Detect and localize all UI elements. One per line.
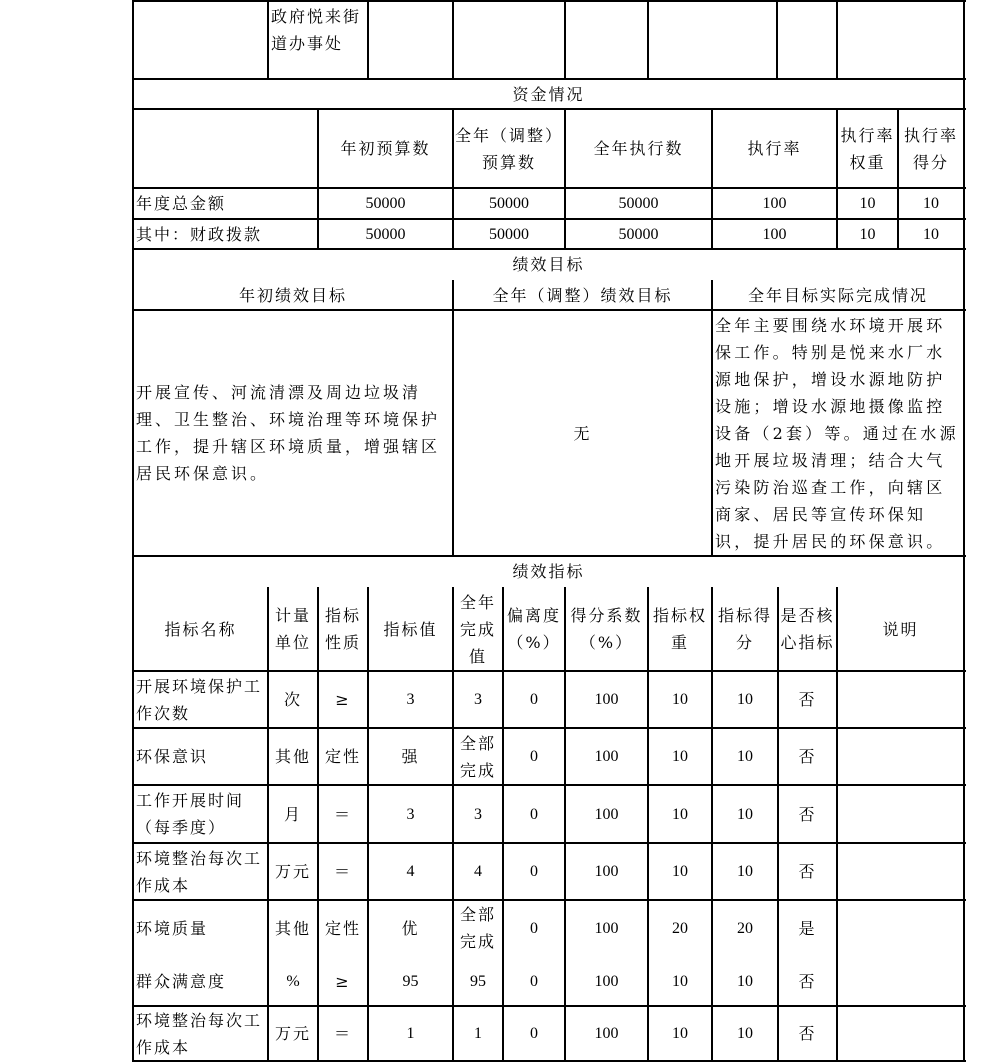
indicator-deviation-text: 0 — [530, 691, 538, 708]
indicators-section-title-text: 绩效指标 — [512, 562, 585, 581]
indicator-target-text: 1 — [406, 1025, 415, 1042]
grid-line — [367, 587, 369, 1062]
indicator-header-core — [778, 587, 837, 671]
funding-rate — [712, 219, 837, 249]
indicator-actual-text: 95 — [470, 972, 486, 990]
indicator-actual-text: 全部完成 — [460, 733, 497, 780]
indicator-header-unit — [268, 587, 318, 671]
indicator-weight-text: 10 — [672, 805, 688, 823]
funding-weight — [837, 219, 898, 249]
indicator-coefficient — [565, 785, 648, 843]
grid-line — [367, 0, 369, 80]
grid-line — [564, 109, 566, 250]
indicator-note — [837, 728, 964, 785]
indicator-nature-text: ＝ — [333, 1024, 352, 1043]
funding-section-title-text: 资金情况 — [512, 84, 585, 104]
indicator-unit — [268, 671, 318, 728]
funding-initial-budget — [318, 219, 453, 249]
indicator-core — [778, 728, 837, 785]
goals-header — [133, 280, 453, 310]
indicator-name — [133, 671, 268, 728]
indicator-name-text: 环保意识 — [136, 747, 209, 766]
funding-header — [712, 109, 837, 188]
indicator-score-text: 10 — [737, 748, 753, 765]
indicator-note — [837, 671, 964, 728]
indicator-nature — [318, 843, 368, 900]
indicator-nature — [318, 900, 368, 956]
indicator-header-nature-text: 指标性质 — [324, 606, 361, 652]
indicator-target — [368, 671, 453, 728]
indicator-unit — [268, 1006, 318, 1061]
actual-completion-text-text: 全年主要围绕水环境开展环保工作。特别是悦来水厂水源地保护，增设水源地防护设施；增设水源地摄像监控设备（2套）等。通过在水源地开展垃圾清理；结合大气污染防治巡查工作，向辖区商家、居民等宣传环保知识，提升居民的环保意识。 — [715, 316, 959, 551]
funding-score — [898, 219, 964, 249]
indicator-core — [778, 671, 837, 728]
indicator-name-text: 环境质量 — [136, 918, 209, 938]
indicator-nature-text: ＝ — [333, 862, 352, 881]
indicator-coefficient — [565, 843, 648, 900]
indicator-coefficient — [565, 956, 648, 1006]
funding-rate-text: 100 — [762, 195, 787, 212]
goals-header-text: 全年目标实际完成情况 — [747, 285, 928, 305]
indicator-header-actual-text: 全年完成值 — [459, 592, 496, 666]
indicator-score — [712, 956, 778, 1006]
funding-executed — [565, 188, 712, 219]
indicator-unit-text: 月 — [283, 804, 302, 824]
indicator-nature-text: ＝ — [333, 804, 352, 824]
indicator-actual-text: 4 — [474, 863, 482, 880]
indicator-header-weight-text: 指标权重 — [652, 606, 707, 652]
grid-line — [897, 109, 899, 250]
indicator-name — [133, 1006, 268, 1061]
indicator-unit-text: % — [286, 972, 300, 990]
indicator-header-deviation-text: 偏离度（%） — [506, 606, 561, 652]
grid-line — [777, 587, 779, 1062]
grid-line — [133, 0, 966, 2]
indicator-core — [778, 843, 837, 900]
indicator-deviation-text: 0 — [530, 972, 538, 990]
funding-adjusted-budget-text: 50000 — [489, 195, 529, 212]
indicator-score-text: 20 — [737, 919, 753, 937]
indicator-target-text: 强 — [401, 747, 420, 766]
indicator-header-target-text: 指标值 — [383, 619, 438, 639]
indicator-core-text: 否 — [798, 971, 817, 991]
funding-header — [453, 109, 565, 188]
indicator-name — [133, 843, 268, 900]
indicator-name-text: 环境整治每次工作成本 — [136, 1010, 263, 1057]
indicator-coefficient-text: 100 — [594, 691, 619, 708]
goals-header — [453, 280, 712, 310]
indicator-header-nature — [318, 587, 368, 671]
indicator-score — [712, 728, 778, 785]
indicator-unit-text: 其他 — [274, 747, 311, 766]
funding-row-label-text: 其中：财政拨款 — [136, 224, 263, 244]
indicator-note — [837, 1006, 964, 1061]
grid-line — [711, 587, 713, 1062]
indicator-score-text: 10 — [737, 1025, 753, 1042]
indicator-name-text: 工作开展时间（每季度） — [136, 791, 245, 837]
grid-line — [776, 0, 778, 80]
indicator-deviation — [503, 785, 565, 843]
indicator-core — [778, 900, 837, 956]
indicator-weight — [648, 785, 712, 843]
funding-initial-budget-text: 50000 — [365, 225, 406, 243]
indicator-coefficient-text: 100 — [594, 1025, 619, 1042]
indicator-weight — [648, 1006, 712, 1061]
indicator-weight-text: 10 — [672, 691, 688, 708]
grid-line — [452, 109, 454, 250]
indicator-actual — [453, 671, 503, 728]
indicator-weight-text: 20 — [672, 919, 688, 937]
grid-line — [564, 587, 566, 1062]
unit-name-cell — [268, 0, 368, 79]
grid-line — [836, 0, 838, 80]
goals-section-title — [133, 249, 964, 280]
indicator-nature — [318, 956, 368, 1006]
funding-header-text: 执行率得分 — [903, 125, 958, 172]
indicator-deviation — [503, 900, 565, 956]
indicator-target — [368, 900, 453, 956]
indicator-actual-text: 3 — [474, 691, 482, 708]
indicator-name — [133, 956, 268, 1006]
indicator-name-text: 开展环境保护工作次数 — [136, 676, 263, 723]
grid-line — [132, 0, 134, 1062]
indicator-note — [837, 785, 964, 843]
indicator-name-text: 群众满意度 — [136, 971, 227, 991]
indicator-coefficient-text: 100 — [594, 863, 619, 880]
indicator-core — [778, 785, 837, 843]
indicator-unit — [268, 843, 318, 900]
indicator-unit-text: 万元 — [274, 1024, 311, 1043]
indicator-target-text: 3 — [406, 691, 415, 708]
indicator-header-deviation — [503, 587, 565, 671]
adjusted-goal-text-text: 无 — [573, 423, 592, 443]
indicator-actual-text: 全部完成 — [460, 905, 497, 951]
indicator-actual — [453, 785, 503, 843]
indicator-score-text: 10 — [737, 691, 753, 708]
indicator-score — [712, 785, 778, 843]
indicator-core-text: 否 — [798, 747, 817, 766]
goals-section-title-text: 绩效目标 — [512, 255, 585, 274]
indicator-weight — [648, 843, 712, 900]
indicator-deviation — [503, 671, 565, 728]
grid-line — [502, 587, 504, 1062]
grid-line — [452, 587, 454, 1062]
indicator-unit-text: 万元 — [274, 862, 311, 881]
indicator-name-text: 环境整治每次工作成本 — [136, 848, 263, 895]
indicator-weight-text: 10 — [672, 1025, 688, 1042]
indicator-coefficient — [565, 671, 648, 728]
grid-line — [452, 0, 454, 80]
indicator-deviation — [503, 1006, 565, 1061]
indicator-weight — [648, 900, 712, 956]
grid-line — [317, 109, 319, 250]
indicator-target — [368, 1006, 453, 1061]
funding-header — [898, 109, 964, 188]
indicator-coefficient-text: 100 — [594, 748, 619, 765]
funding-header-text: 年初预算数 — [340, 139, 431, 158]
indicator-unit — [268, 728, 318, 785]
indicator-weight — [648, 728, 712, 785]
funding-executed-text: 50000 — [618, 195, 659, 212]
indicator-score — [712, 671, 778, 728]
indicators-section-title — [133, 556, 964, 587]
indicator-deviation-text: 0 — [530, 748, 538, 765]
unit-name-cell-text: 政府悦来街道办事处 — [271, 7, 362, 53]
funding-adjusted-budget-text: 50000 — [489, 225, 529, 243]
indicator-header-unit-text: 计量单位 — [274, 606, 311, 652]
indicator-coefficient-text: 100 — [594, 919, 619, 937]
indicator-score-text: 10 — [737, 863, 753, 880]
indicator-score-text: 10 — [737, 972, 753, 990]
indicator-target-text: 优 — [401, 918, 420, 938]
indicator-core-text: 是 — [798, 918, 817, 938]
indicator-weight-text: 10 — [672, 748, 688, 765]
indicator-header-note — [837, 587, 964, 671]
funding-score-text: 10 — [923, 195, 939, 212]
grid-line — [317, 587, 319, 1062]
funding-adjusted-budget — [453, 219, 565, 249]
indicator-header-weight — [648, 587, 712, 671]
indicator-deviation — [503, 956, 565, 1006]
indicator-nature — [318, 785, 368, 843]
indicator-actual-text: 3 — [474, 805, 482, 823]
indicator-weight-text: 10 — [672, 863, 688, 880]
funding-adjusted-budget — [453, 188, 565, 219]
indicator-nature — [318, 1006, 368, 1061]
indicator-core-text: 否 — [798, 804, 817, 824]
indicator-score — [712, 1006, 778, 1061]
indicator-header-score — [712, 587, 778, 671]
funding-header — [318, 109, 453, 188]
funding-initial-budget — [318, 188, 453, 219]
indicator-deviation-text: 0 — [530, 1025, 538, 1042]
grid-line — [564, 0, 566, 80]
grid-line — [836, 109, 838, 250]
indicator-coefficient — [565, 728, 648, 785]
indicator-nature-text: 定性 — [324, 918, 361, 938]
funding-executed — [565, 219, 712, 249]
goals-header-text: 年初绩效目标 — [238, 285, 347, 305]
indicator-header-core-text: 是否核心指标 — [780, 606, 835, 652]
indicator-header-coefficient — [565, 587, 648, 671]
funding-rate — [712, 188, 837, 219]
indicator-coefficient — [565, 900, 648, 956]
indicator-target-text: 95 — [402, 972, 419, 990]
indicator-nature-text: ≥ — [335, 690, 351, 709]
indicator-target — [368, 843, 453, 900]
indicator-deviation-text: 0 — [530, 919, 538, 937]
goals-header-text: 全年（调整）绩效目标 — [492, 285, 673, 305]
goals-header — [712, 280, 964, 310]
indicator-unit — [268, 900, 318, 956]
indicator-coefficient-text: 100 — [594, 972, 619, 990]
indicator-core-text: 否 — [798, 862, 817, 881]
indicator-coefficient — [565, 1006, 648, 1061]
funding-header-text: 全年（调整）预算数 — [455, 125, 564, 172]
grid-line — [267, 0, 269, 80]
indicator-target-text: 3 — [406, 805, 415, 823]
indicator-actual — [453, 956, 503, 1006]
funding-header-text: 执行率权重 — [840, 125, 895, 172]
indicator-score — [712, 843, 778, 900]
indicator-note — [837, 956, 964, 1006]
indicator-deviation-text: 0 — [530, 805, 538, 823]
indicator-core-text: 否 — [798, 1024, 817, 1043]
indicator-deviation — [503, 728, 565, 785]
indicator-header-name — [133, 587, 268, 671]
indicator-header-name-text: 指标名称 — [164, 619, 237, 639]
initial-goal-text — [133, 310, 453, 556]
indicator-header-actual — [453, 587, 503, 671]
indicator-name — [133, 728, 268, 785]
indicator-header-score-text: 指标得分 — [717, 606, 772, 652]
grid-line — [647, 0, 649, 80]
funding-row-label — [133, 219, 318, 249]
indicator-note — [837, 843, 964, 900]
indicator-target — [368, 785, 453, 843]
indicator-actual — [453, 728, 503, 785]
indicator-target — [368, 728, 453, 785]
grid-line — [963, 0, 965, 1062]
funding-header — [837, 109, 898, 188]
indicator-deviation-text: 0 — [530, 863, 538, 880]
initial-goal-text-text: 开展宣传、河流清漂及周边垃圾清理、卫生整治、环境治理等环境保护工作，提升辖区环境质量，增强辖区居民环保意识。 — [136, 383, 441, 483]
indicator-unit — [268, 785, 318, 843]
indicator-name — [133, 785, 268, 843]
indicator-name — [133, 900, 268, 956]
indicator-weight — [648, 671, 712, 728]
funding-section-title — [133, 79, 964, 109]
funding-score-text: 10 — [923, 225, 939, 243]
indicator-actual — [453, 1006, 503, 1061]
indicator-target-text: 4 — [406, 863, 415, 880]
funding-score — [898, 188, 964, 219]
funding-initial-budget-text: 50000 — [365, 195, 406, 212]
indicator-unit-text: 其他 — [274, 918, 311, 938]
indicator-header-target — [368, 587, 453, 671]
indicator-nature — [318, 728, 368, 785]
grid-line — [647, 587, 649, 1062]
grid-line — [267, 587, 269, 1062]
funding-header — [565, 109, 712, 188]
indicator-core — [778, 1006, 837, 1061]
funding-weight — [837, 188, 898, 219]
adjusted-goal-text — [453, 310, 712, 556]
indicator-nature-text: 定性 — [324, 747, 361, 766]
indicator-core — [778, 956, 837, 1006]
indicator-nature-text: ≥ — [335, 971, 351, 991]
indicator-note — [837, 900, 964, 956]
funding-weight-text: 10 — [859, 195, 876, 212]
indicator-actual — [453, 900, 503, 956]
funding-header-text: 全年执行数 — [593, 139, 684, 158]
indicator-unit — [268, 956, 318, 1006]
indicator-score-text: 10 — [737, 805, 753, 823]
funding-executed-text: 50000 — [618, 225, 659, 243]
funding-row-label — [133, 188, 318, 219]
funding-header-text: 执行率 — [747, 139, 802, 158]
indicator-actual — [453, 843, 503, 900]
grid-line — [711, 109, 713, 250]
funding-weight-text: 10 — [859, 225, 876, 243]
indicator-header-coefficient-text: 得分系数（%） — [570, 606, 643, 652]
actual-completion-text — [712, 310, 964, 556]
indicator-unit-text: 次 — [283, 690, 302, 709]
funding-row-label-text: 年度总金额 — [136, 194, 227, 213]
indicator-deviation — [503, 843, 565, 900]
indicator-weight — [648, 956, 712, 1006]
indicator-target — [368, 956, 453, 1006]
indicator-actual-text: 1 — [474, 1025, 482, 1042]
indicator-score — [712, 900, 778, 956]
indicator-nature — [318, 671, 368, 728]
grid-line — [836, 587, 838, 1062]
funding-rate-text: 100 — [762, 225, 787, 243]
indicator-header-note-text: 说明 — [882, 619, 919, 639]
indicator-weight-text: 10 — [672, 972, 688, 990]
indicator-core-text: 否 — [798, 690, 817, 709]
indicator-coefficient-text: 100 — [594, 805, 619, 823]
